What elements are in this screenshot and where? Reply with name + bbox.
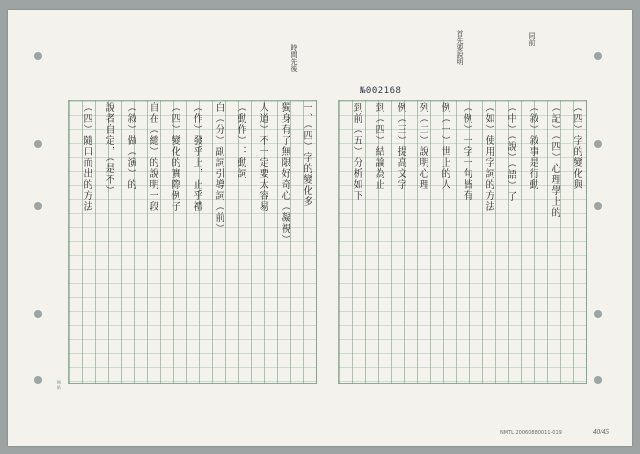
right-column: （四）字的變化與	[571, 102, 582, 190]
binder-hole	[34, 140, 42, 148]
binder-hole	[594, 202, 602, 210]
left-column: （四）隨口而出的方法	[81, 102, 92, 212]
right-column: 到（四）結論為止	[373, 102, 384, 190]
printed-margin-label: 稿 紙	[57, 380, 62, 390]
right-column: （中）（說）（語）了	[505, 102, 516, 202]
left-column: （敘）做（演）的	[125, 102, 136, 190]
page-number: 40/45	[593, 428, 609, 436]
right-column: （記）（四）心理學上的	[549, 102, 560, 218]
serial-number: №002168	[360, 86, 402, 96]
right-column: （敘）敘事是行動	[527, 102, 538, 190]
left-column: （作）發乎上，止乎禮	[191, 102, 202, 212]
left-column: 一、（四）字的變化多	[301, 102, 312, 207]
binder-hole	[594, 52, 602, 60]
right-column: 列（二）說明心理	[417, 102, 428, 190]
left-column: 獨身有了無限好奇心（凝視）	[279, 102, 290, 245]
right-column: （例）一字一句皆有	[461, 102, 472, 201]
binder-hole	[594, 310, 602, 318]
left-column: 人道）不一定要太容易	[257, 102, 268, 212]
left-column: （四）變化的實際例子	[169, 102, 180, 212]
left-column: （動作）：動詞	[235, 102, 246, 179]
binder-hole	[34, 376, 42, 384]
left-column: 白（分）副詞引導詞（前）	[213, 102, 224, 234]
right-column: 到前（五）分析如下	[351, 102, 362, 201]
binder-hole	[34, 202, 42, 210]
left-column: 說者自定，（是不）	[103, 102, 114, 196]
margin-note: 同前	[528, 32, 536, 46]
margin-note: 首先要說明	[456, 30, 464, 65]
archive-stamp: NMTL 20060880011-019	[500, 430, 562, 436]
left-column: 自在（總）的說明一段	[147, 102, 158, 212]
binder-hole	[594, 376, 602, 384]
binder-hole	[594, 140, 602, 148]
binder-hole	[34, 52, 42, 60]
margin-note: 時間先後	[290, 44, 298, 72]
binder-hole	[34, 310, 42, 318]
right-column: 例（三）提高文字	[395, 102, 406, 190]
manuscript-sheet	[8, 10, 632, 446]
right-column: （如）使用字詞的方法	[483, 102, 494, 212]
right-column: 例（一）世上的人	[439, 102, 450, 190]
